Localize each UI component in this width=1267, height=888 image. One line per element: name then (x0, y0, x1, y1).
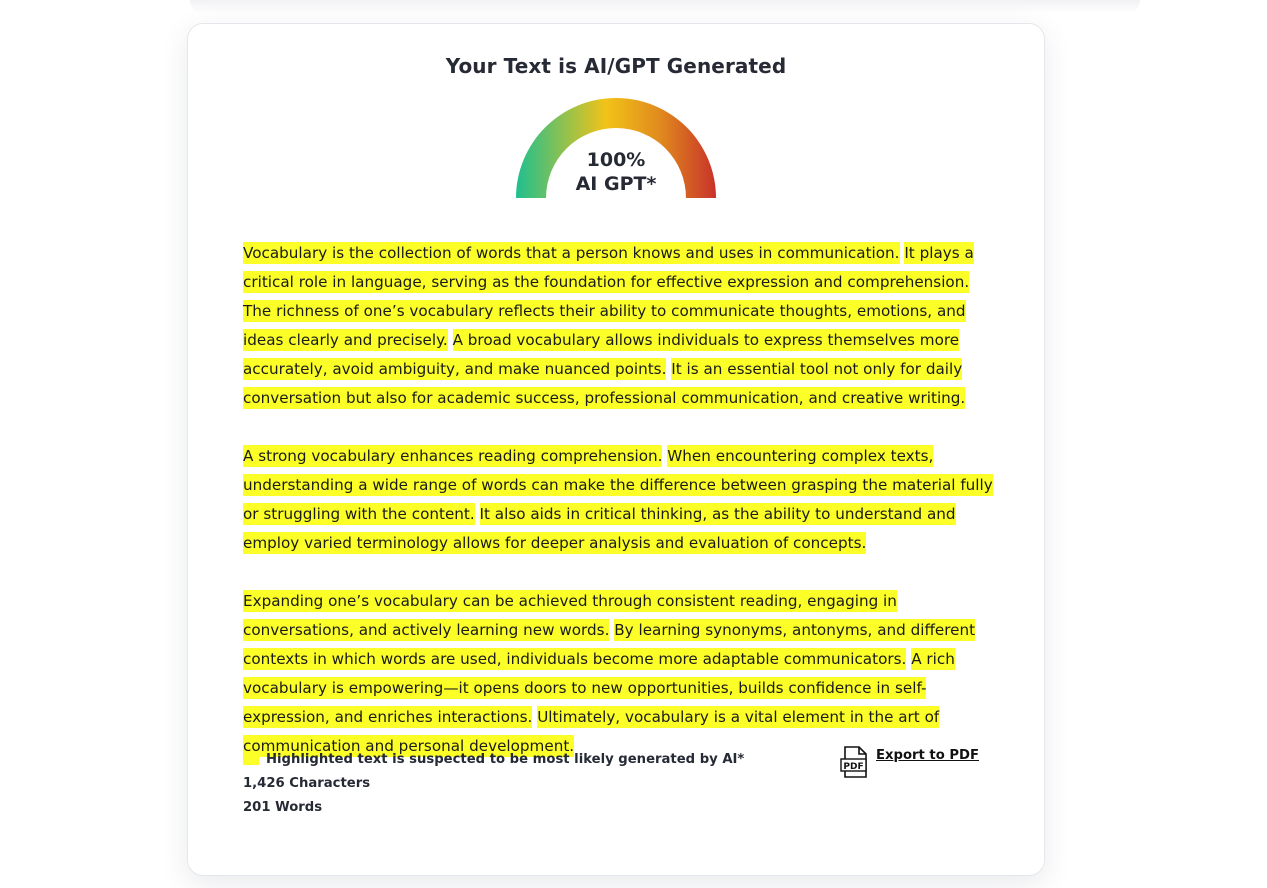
highlighted-sentence: By learning synonyms, antonyms, and different contexts in which words are used, individuals become more adaptable communicators. (243, 621, 976, 668)
analyzed-paragraph (243, 587, 995, 761)
gauge-percent: 100% (586, 149, 646, 171)
word-count: 201 Words (243, 800, 323, 815)
ai-score-gauge (516, 98, 716, 198)
highlight-swatch (243, 755, 259, 765)
highlight-legend (243, 752, 744, 767)
pdf-icon-text: PDF (843, 762, 864, 772)
highlighted-sentence: When encountering complex texts, understanding a wide range of words can make the difference between grasping the material fully or struggling with the content. (243, 447, 993, 523)
highlighted-sentence: It also aids in critical thinking, as the ability to understand and employ varied terminology allows for deeper analysis and evaluation of concepts. (243, 505, 956, 552)
analyzed-text (243, 239, 995, 790)
highlighted-sentence: A strong vocabulary enhances reading comprehension. (243, 447, 663, 465)
highlighted-sentence: Ultimately, vocabulary is a vital element in the art of communication and personal development. (243, 708, 940, 755)
result-title: Your Text is AI/GPT Generated (445, 54, 787, 78)
legend-text: Highlighted text is suspected to be most likely generated by AI* (266, 752, 745, 767)
highlighted-sentence: A rich vocabulary is empowering—it opens doors to new opportunities, builds confidence in self-expression, and enriches interactions. (243, 650, 955, 726)
result-footer (243, 748, 995, 832)
export-to-pdf-label: Export to PDF (876, 748, 979, 763)
highlighted-sentence: It plays a critical role in language, serving as the foundation for effective expression and comprehension. (243, 244, 974, 291)
gauge-label: AI GPT* (575, 173, 657, 195)
export-to-pdf-button[interactable] (840, 746, 979, 778)
character-count: 1,426 Characters (243, 776, 371, 791)
highlighted-sentence: Vocabulary is the collection of words that a person knows and uses in communication. (243, 244, 900, 262)
highlighted-sentence: It is an essential tool not only for daily conversation but also for academic success, professional communication, and creative writing. (243, 360, 966, 407)
analyzed-paragraph (243, 442, 995, 558)
highlighted-sentence: A broad vocabulary allows individuals to express themselves more accurately, avoid ambiguity, and make nuanced points. (243, 331, 960, 378)
highlighted-sentence: The richness of one’s vocabulary reflects their ability to communicate thoughts, emotions, and ideas clearly and precisely. (243, 302, 966, 349)
previous-section-edge (190, 0, 1140, 14)
gauge-readout (516, 148, 716, 196)
pdf-file-icon (840, 746, 870, 778)
analyzed-paragraph (243, 239, 995, 413)
highlighted-sentence: Expanding one’s vocabulary can be achieved through consistent reading, engaging in conversations, and actively learning new words. (243, 592, 897, 639)
result-card (187, 23, 1045, 876)
